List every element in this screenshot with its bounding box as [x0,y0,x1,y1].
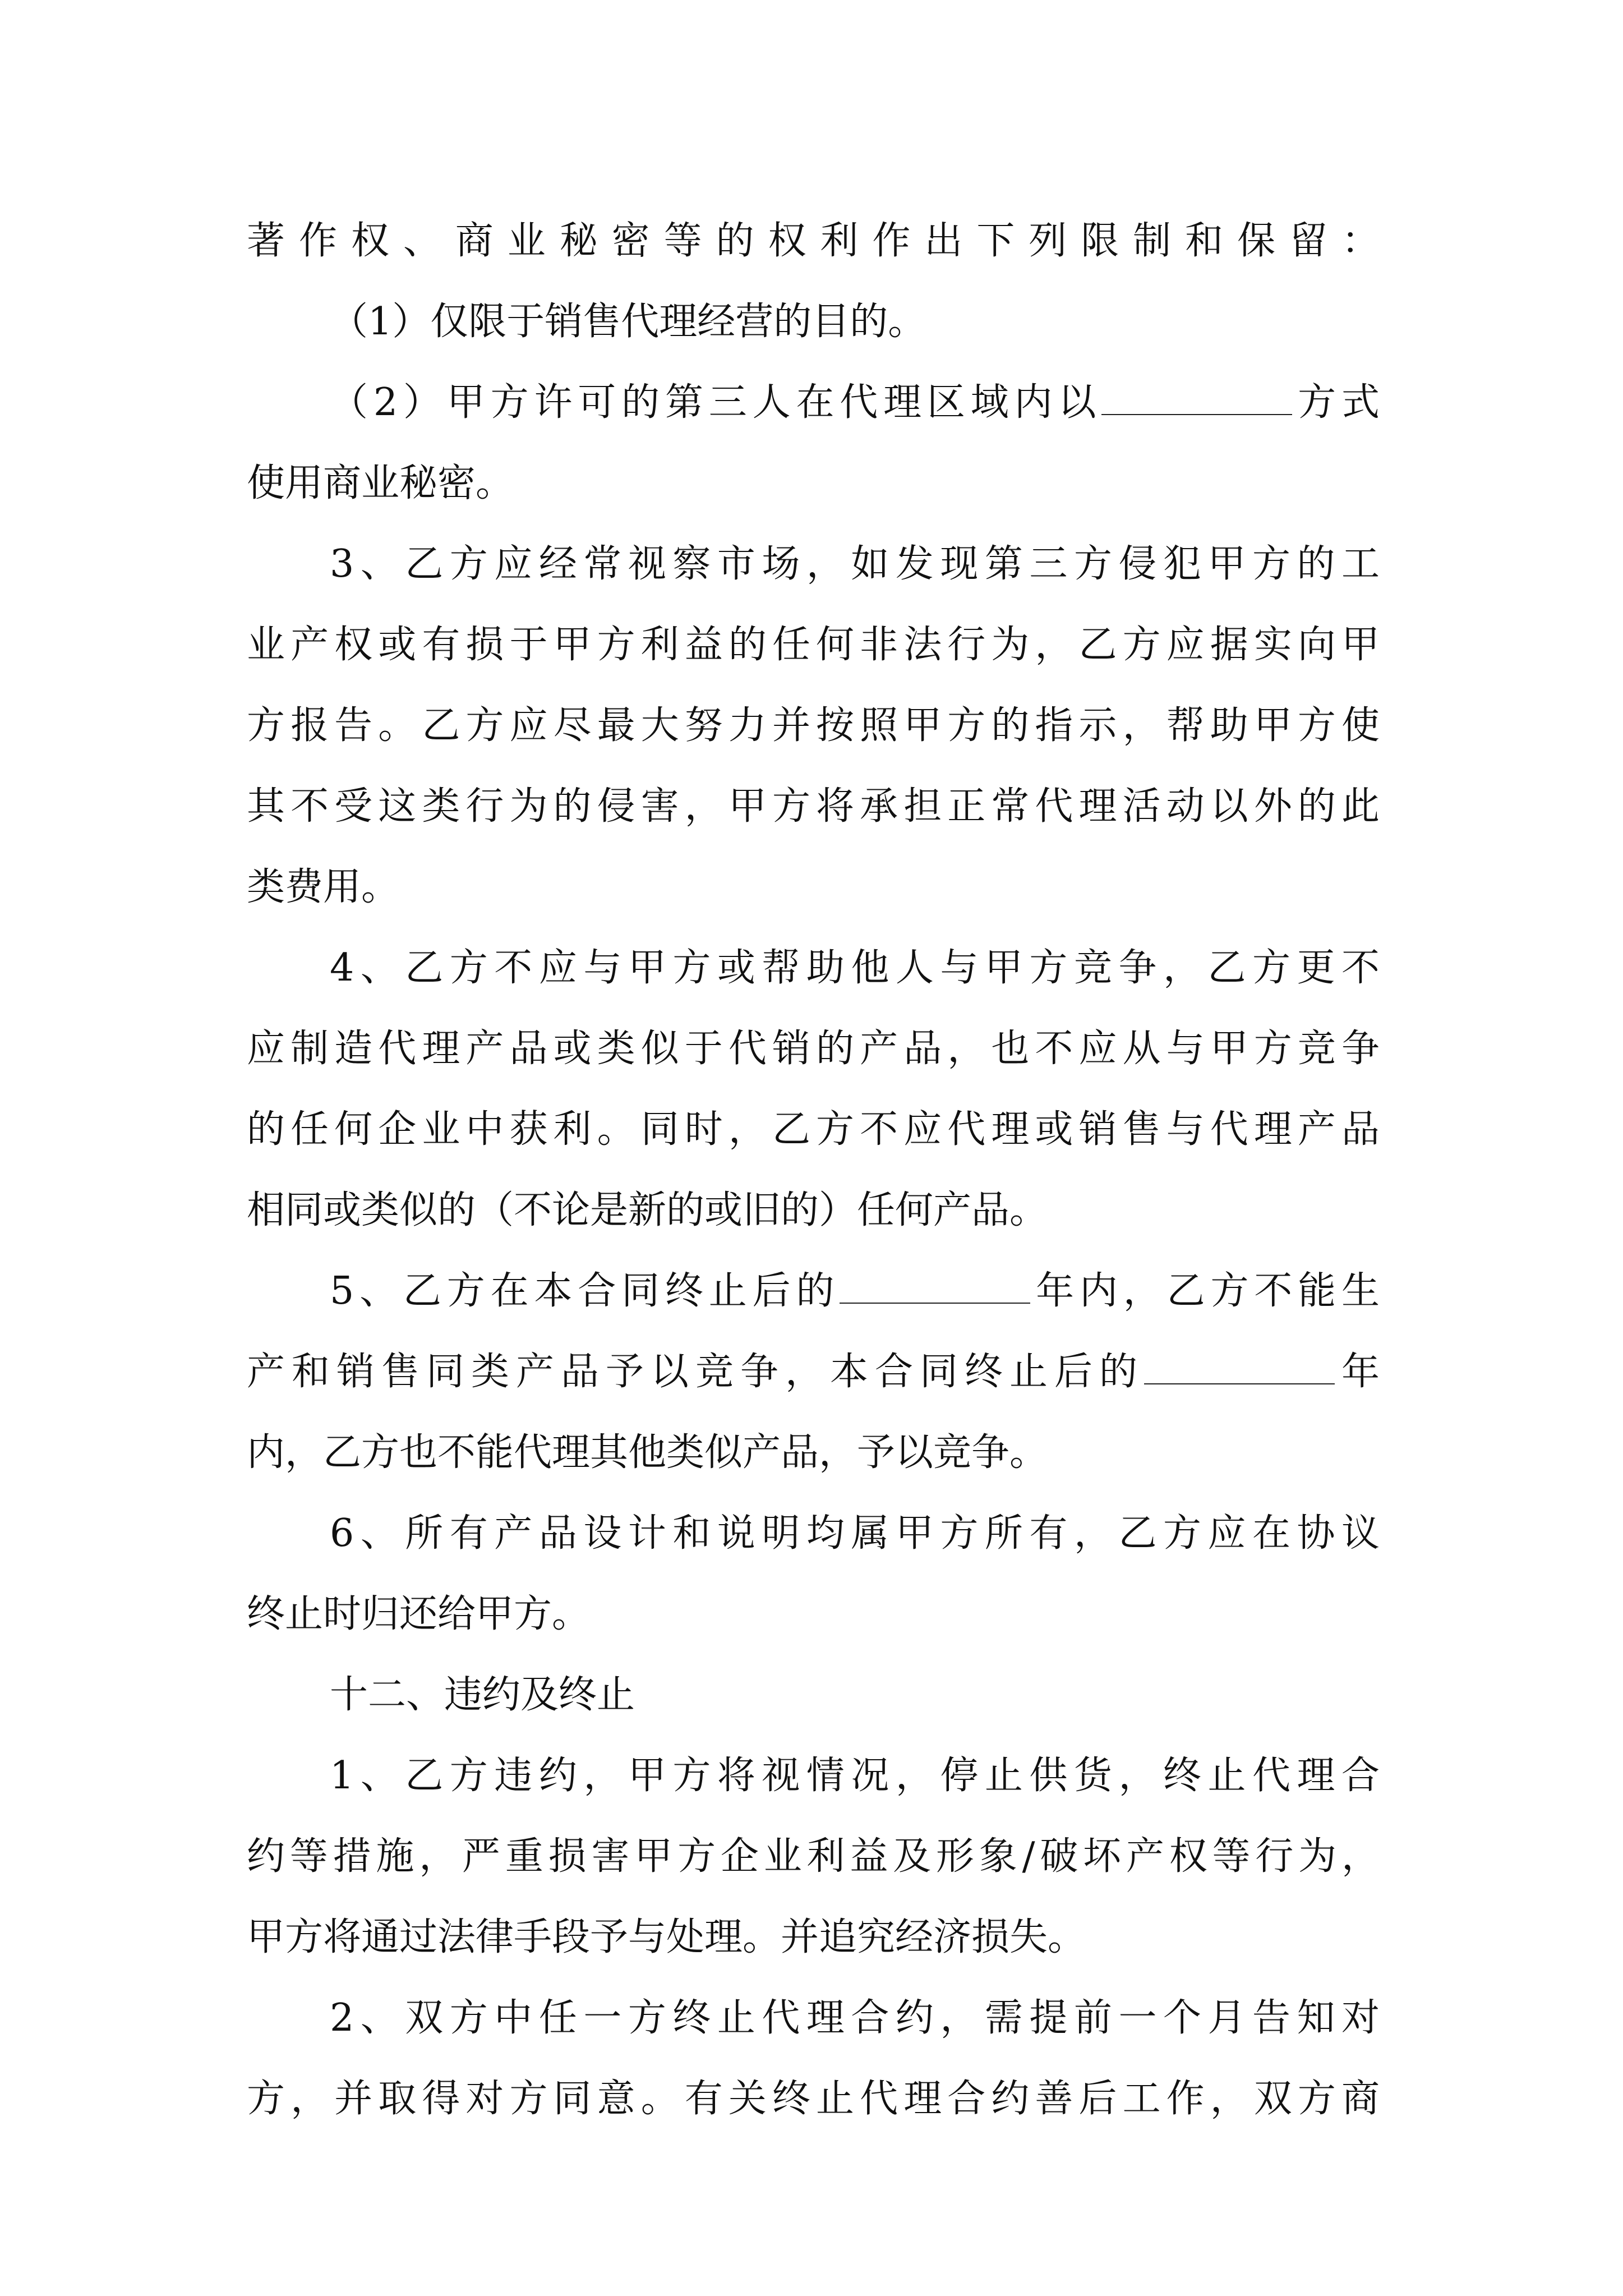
text-line: 3、乙方应经常视察市场，如发现第三方侵犯甲方的工 [330,542,1380,586]
text-segment: 5、乙方在本合同终止后的 [330,1269,840,1313]
text-line: 相同或类似的（不论是新的或旧的）任何产品。 [247,1188,1048,1232]
text-line: 2、双方中任一方终止代理合约，需提前一个月告知对 [330,1996,1380,2040]
text-line: 4、乙方不应与甲方或帮助他人与甲方竞争，乙方更不 [330,946,1380,990]
text-line: 著作权、商业秘密等的权利作出下列限制和保留： [247,219,1380,263]
text-line: 终止时归还给甲方。 [247,1592,591,1636]
text-line: 6、所有产品设计和说明均属甲方所有，乙方应在协议 [330,1511,1380,1556]
text-line-with-blank [247,1332,1380,1412]
text-line: 约等措施，严重损害甲方企业利益及形象/破坏产权等行为， [247,1834,1380,1879]
text-line: 其不受这类行为的侵害，甲方将承担正常代理活动以外的此 [247,784,1380,829]
text-segment: 方式 [1292,380,1380,425]
fill-in-blank [840,1263,1030,1304]
text-line: 方，并取得对方同意。有关终止代理合约善后工作，双方商 [247,2077,1380,2121]
text-line: 业产权或有损于甲方利益的任何非法行为，乙方应据实向甲 [247,623,1380,667]
document-page [247,201,1380,2139]
text-segment: （2）甲方许可的第三人在代理区域内以 [330,380,1102,425]
text-line-with-blank [247,1251,1380,1332]
fill-in-blank [1144,1344,1335,1384]
text-line: 方报告。乙方应尽最大努力并按照甲方的指示，帮助甲方使 [247,703,1380,748]
text-line: （1）仅限于销售代理经营的目的。 [330,300,926,344]
text-line: 内，乙方也不能代理其他类似产品，予以竞争。 [247,1430,1048,1475]
text-line: 甲方将通过法律手段予与处理。并追究经济损失。 [247,1915,1086,1959]
text-line-with-blank [247,362,1380,443]
text-segment: 产和销售同类产品予以竞争，本合同终止后的 [247,1350,1144,1394]
text-line: 1、乙方违约，甲方将视情况，停止供货，终止代理合 [330,1754,1380,1798]
fill-in-blank [1101,375,1292,415]
text-line: 类费用。 [247,865,400,909]
text-line: 使用商业秘密。 [247,461,514,505]
text-segment: 年内，乙方不能生 [1030,1269,1380,1313]
text-line: 应制造代理产品或类似于代销的产品，也不应从与甲方竞争 [247,1027,1380,1071]
text-line: 的任何企业中获利。同时，乙方不应代理或销售与代理产品 [247,1107,1380,1152]
text-segment: 年 [1334,1350,1380,1394]
section-heading: 十二、违约及终止 [330,1673,635,1717]
